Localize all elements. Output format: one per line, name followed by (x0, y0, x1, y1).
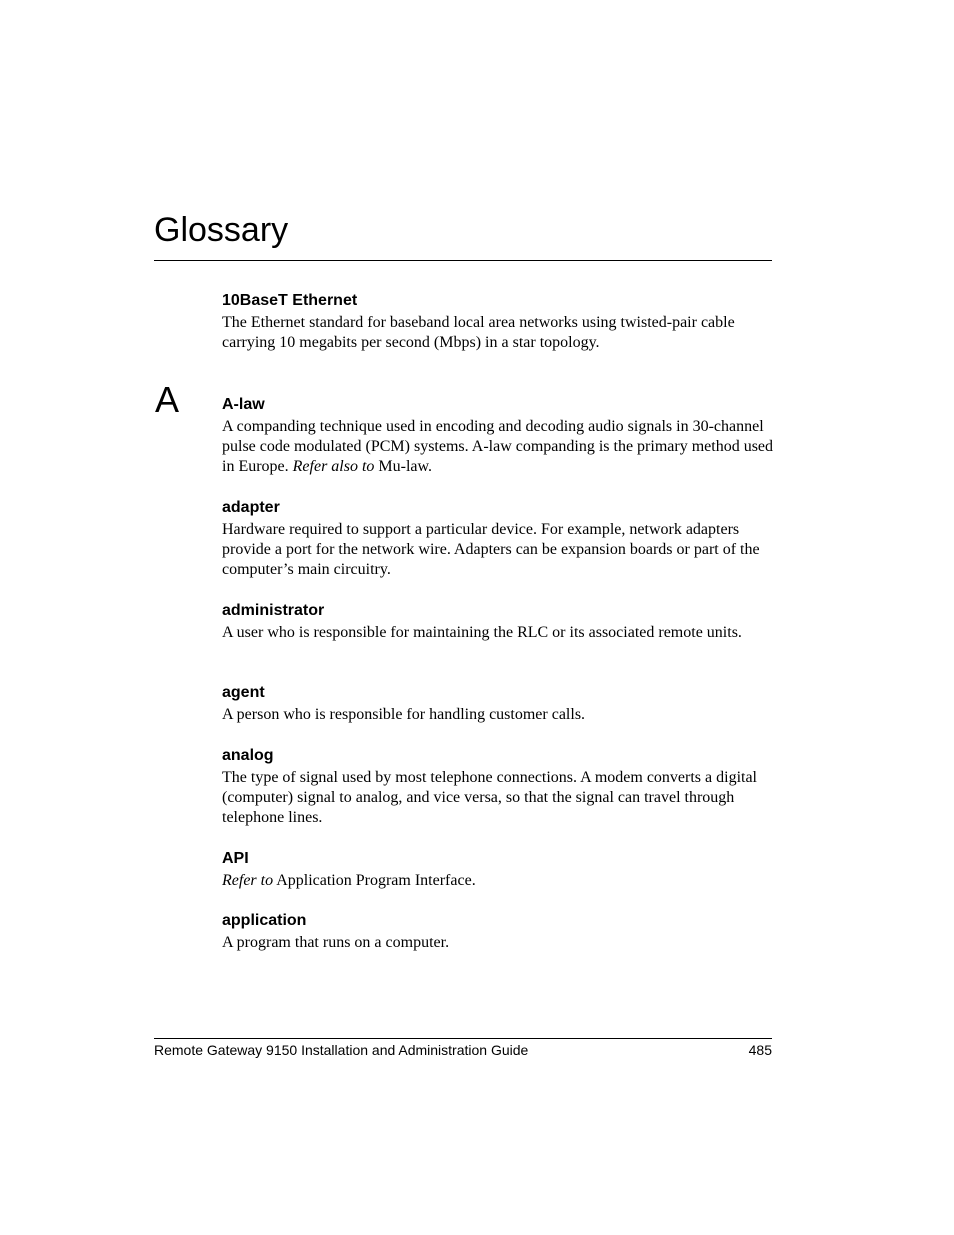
glossary-entry-analog (222, 746, 774, 828)
glossary-entry-api (222, 849, 774, 891)
glossary-definition: A program that runs on a computer. (222, 934, 450, 951)
glossary-definition: A user who is responsible for maintaining the RLC or its associated remote units. (222, 624, 742, 641)
glossary-term: analog (222, 747, 274, 764)
definition-text: A companding technique used in encoding and decoding audio signals in 30-channel pulse code modulated (PCM) systems. A-law companding is the primary method used in Europe. (222, 418, 774, 475)
glossary-entry-adapter (222, 498, 774, 580)
title-divider (154, 260, 772, 261)
page-title: Glossary (154, 211, 289, 249)
glossary-term: adapter (222, 499, 280, 516)
footer-document-title: Remote Gateway 9150 Installation and Administration Guide (154, 1042, 529, 1058)
footer-page-number: 485 (748, 1042, 772, 1058)
glossary-entry-agent (222, 683, 774, 725)
glossary-term: API (222, 850, 249, 867)
section-letter-a: A (155, 379, 180, 420)
glossary-term: 10BaseT Ethernet (222, 292, 358, 309)
glossary-entry-administrator (222, 601, 774, 643)
glossary-definition: The type of signal used by most telephone connections. A modem converts a digital (computer) signal to analog, and vice versa, so that the signal can travel through telephone lines. (222, 769, 757, 826)
glossary-entry-a-law (222, 395, 774, 477)
cross-reference-label: Refer also to (292, 458, 375, 475)
glossary-entry-10baset-ethernet (222, 291, 774, 353)
glossary-term: administrator (222, 602, 325, 619)
footer-divider (154, 1038, 772, 1039)
cross-reference-label: Refer to (222, 872, 274, 889)
glossary-definition: The Ethernet standard for baseband local area networks using twisted-pair cable carrying 10 megabits per second (Mbps) in a star topology. (222, 314, 735, 351)
glossary-definition: Hardware required to support a particular device. For example, network adapters provide a port for the network wire. Adapters can be expansion boards or part of the computer’s main circuitry. (222, 521, 760, 578)
glossary-entry-application (222, 911, 774, 953)
glossary-definition (222, 871, 774, 891)
glossary-definition (222, 417, 774, 477)
glossary-definition: A person who is responsible for handling customer calls. (222, 706, 586, 723)
glossary-term: agent (222, 684, 265, 701)
glossary-term: A-law (222, 396, 265, 413)
cross-reference-target: Mu-law. (374, 458, 433, 475)
cross-reference-target: Application Program Interface. (273, 872, 476, 889)
glossary-term: application (222, 912, 307, 929)
